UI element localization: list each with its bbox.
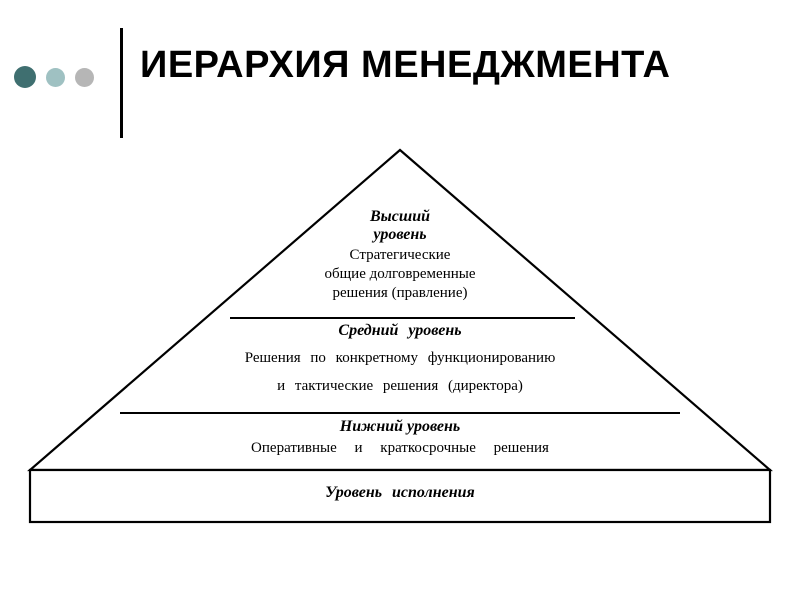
pyramid-level-top-body-line3: решения (правление) (332, 285, 468, 302)
decorative-dot-teal-icon (14, 66, 36, 88)
page-title: ИЕРАРХИЯ МЕНЕДЖМЕНТА (140, 44, 671, 86)
pyramid-level-bottom-body-line1: Оперативные и краткосрочные решения (251, 440, 549, 457)
decorative-dots (14, 66, 94, 88)
decorative-dot-light-teal-icon (46, 68, 65, 87)
title-divider (120, 28, 123, 138)
pyramid-level-top (250, 208, 550, 303)
pyramid-level-middle (150, 322, 650, 395)
management-hierarchy-pyramid (0, 130, 800, 550)
pyramid-level-top-body-line2: общие долговременные (324, 266, 476, 283)
decorative-dot-grey-icon (75, 68, 94, 87)
page-header (0, 0, 800, 140)
pyramid-level-top-body-line1: Стратегические (349, 246, 451, 263)
pyramid-level-top-title-line2: уровень (373, 226, 427, 244)
pyramid-level-middle-body-line2: и тактические решения (директора) (277, 377, 523, 394)
pyramid-level-top-title-line1: Высший (370, 208, 430, 225)
pyramid-level-bottom (100, 418, 700, 458)
pyramid-level-middle-title: Средний уровень (338, 322, 462, 339)
pyramid-level-bottom-title: Нижний уровень (339, 418, 461, 435)
pyramid-level-middle-body-line1: Решения по конкретному функционированию (244, 350, 556, 367)
pyramid-level-base-title: Уровень исполнения (325, 484, 475, 501)
pyramid-level-base (120, 484, 680, 502)
